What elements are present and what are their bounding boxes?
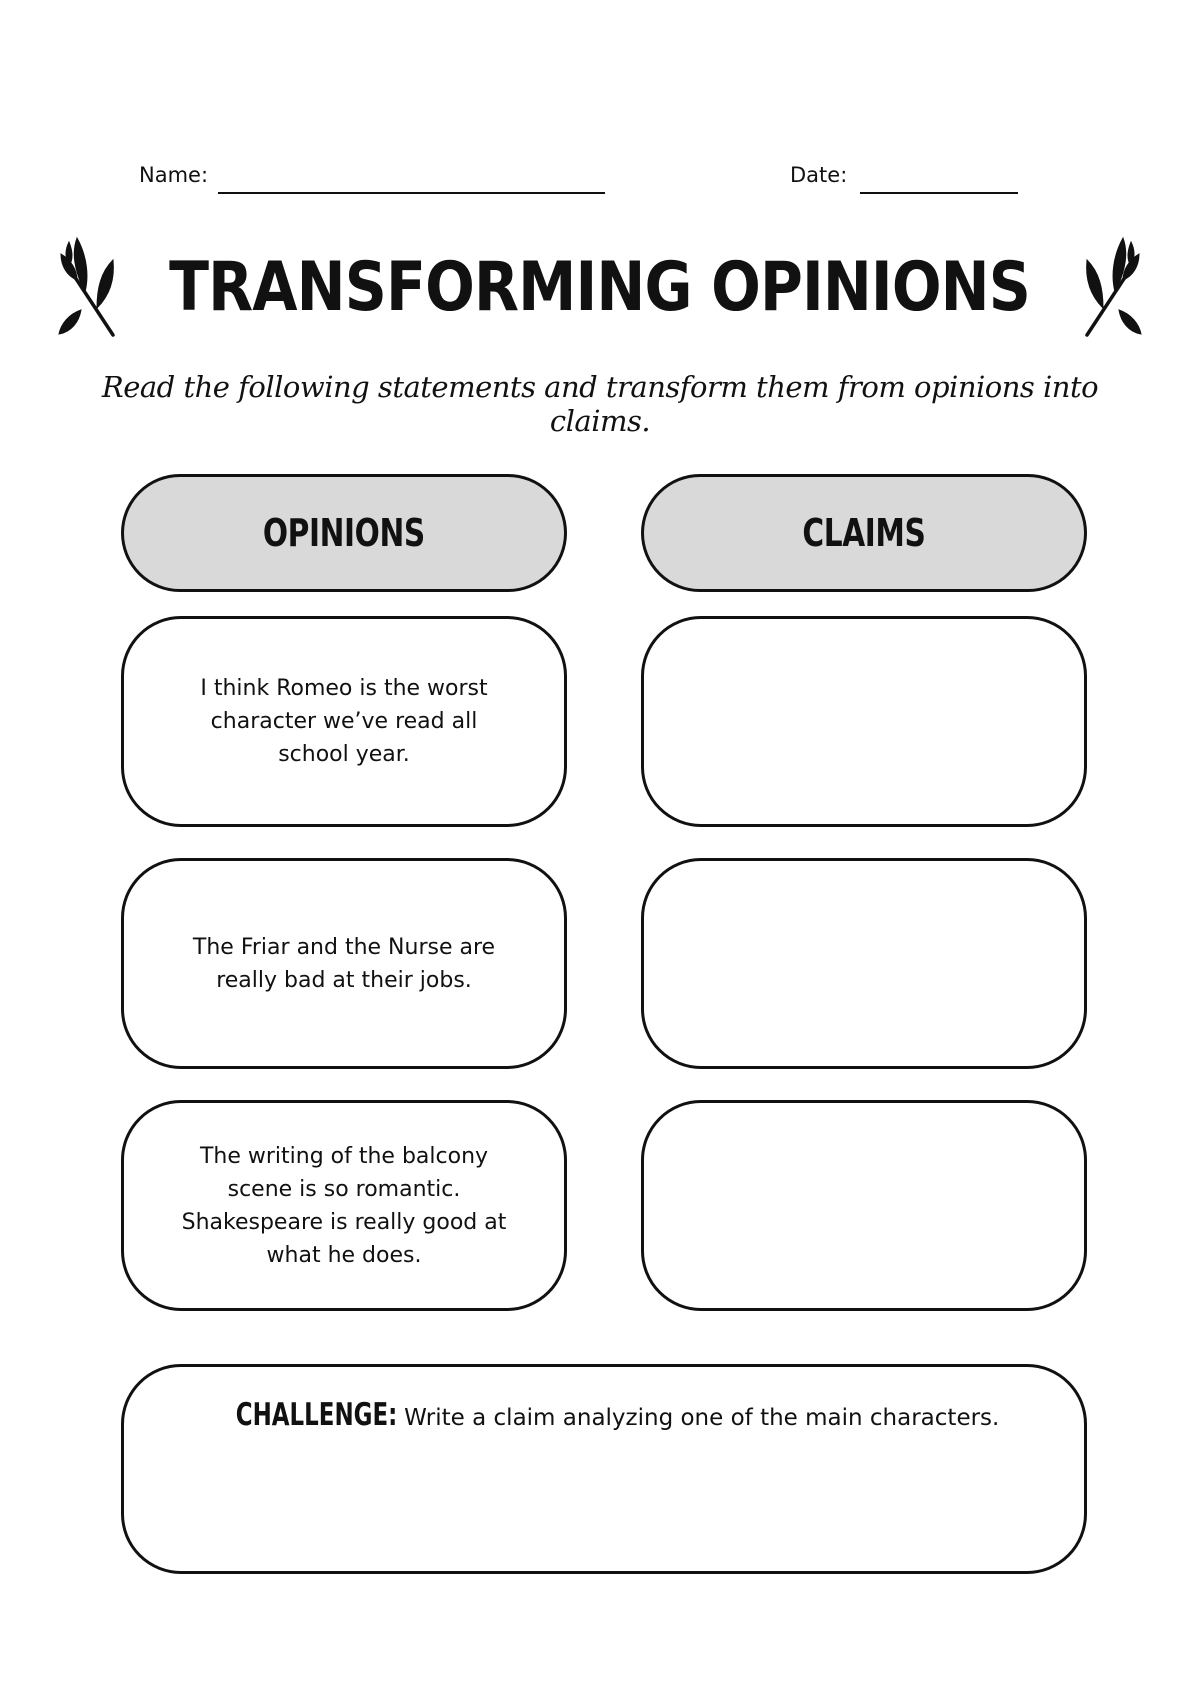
title-row xyxy=(160,232,1040,342)
challenge-label: CHALLENGE: xyxy=(235,1397,397,1433)
opinion-text-2: The Friar and the Nurse are really bad at their jobs. xyxy=(192,934,496,993)
opinion-box-1 xyxy=(121,616,567,827)
date-field[interactable] xyxy=(860,192,1018,194)
name-field[interactable] xyxy=(218,192,605,194)
leaf-branch-icon xyxy=(55,232,127,342)
claims-heading-label: CLAIMS xyxy=(802,511,926,555)
name-label: Name: xyxy=(139,163,209,187)
leaf-branch-icon xyxy=(1073,232,1145,342)
opinions-heading xyxy=(121,474,567,592)
opinion-text-1: I think Romeo is the worst character we’ve read all school year. xyxy=(200,676,488,767)
claims-heading xyxy=(641,474,1087,592)
opinion-text-3: The writing of the balcony scene is so romantic. Shakespeare is really good at what he does. xyxy=(181,1143,507,1268)
opinion-box-3 xyxy=(121,1100,567,1311)
page-title: TRANSFORMING OPINIONS xyxy=(169,247,1031,327)
instructions: Read the following statements and transform them from opinions into claims. xyxy=(101,370,1099,438)
opinion-box-2 xyxy=(121,858,567,1069)
claim-box-3[interactable] xyxy=(641,1100,1087,1311)
date-label: Date: xyxy=(790,163,848,187)
challenge-box[interactable] xyxy=(121,1364,1087,1574)
challenge-text: Write a claim analyzing one of the main characters. xyxy=(404,1405,1000,1431)
challenge-prompt xyxy=(124,1397,1084,1433)
opinions-heading-label: OPINIONS xyxy=(262,511,426,555)
claim-box-1[interactable] xyxy=(641,616,1087,827)
claim-box-2[interactable] xyxy=(641,858,1087,1069)
